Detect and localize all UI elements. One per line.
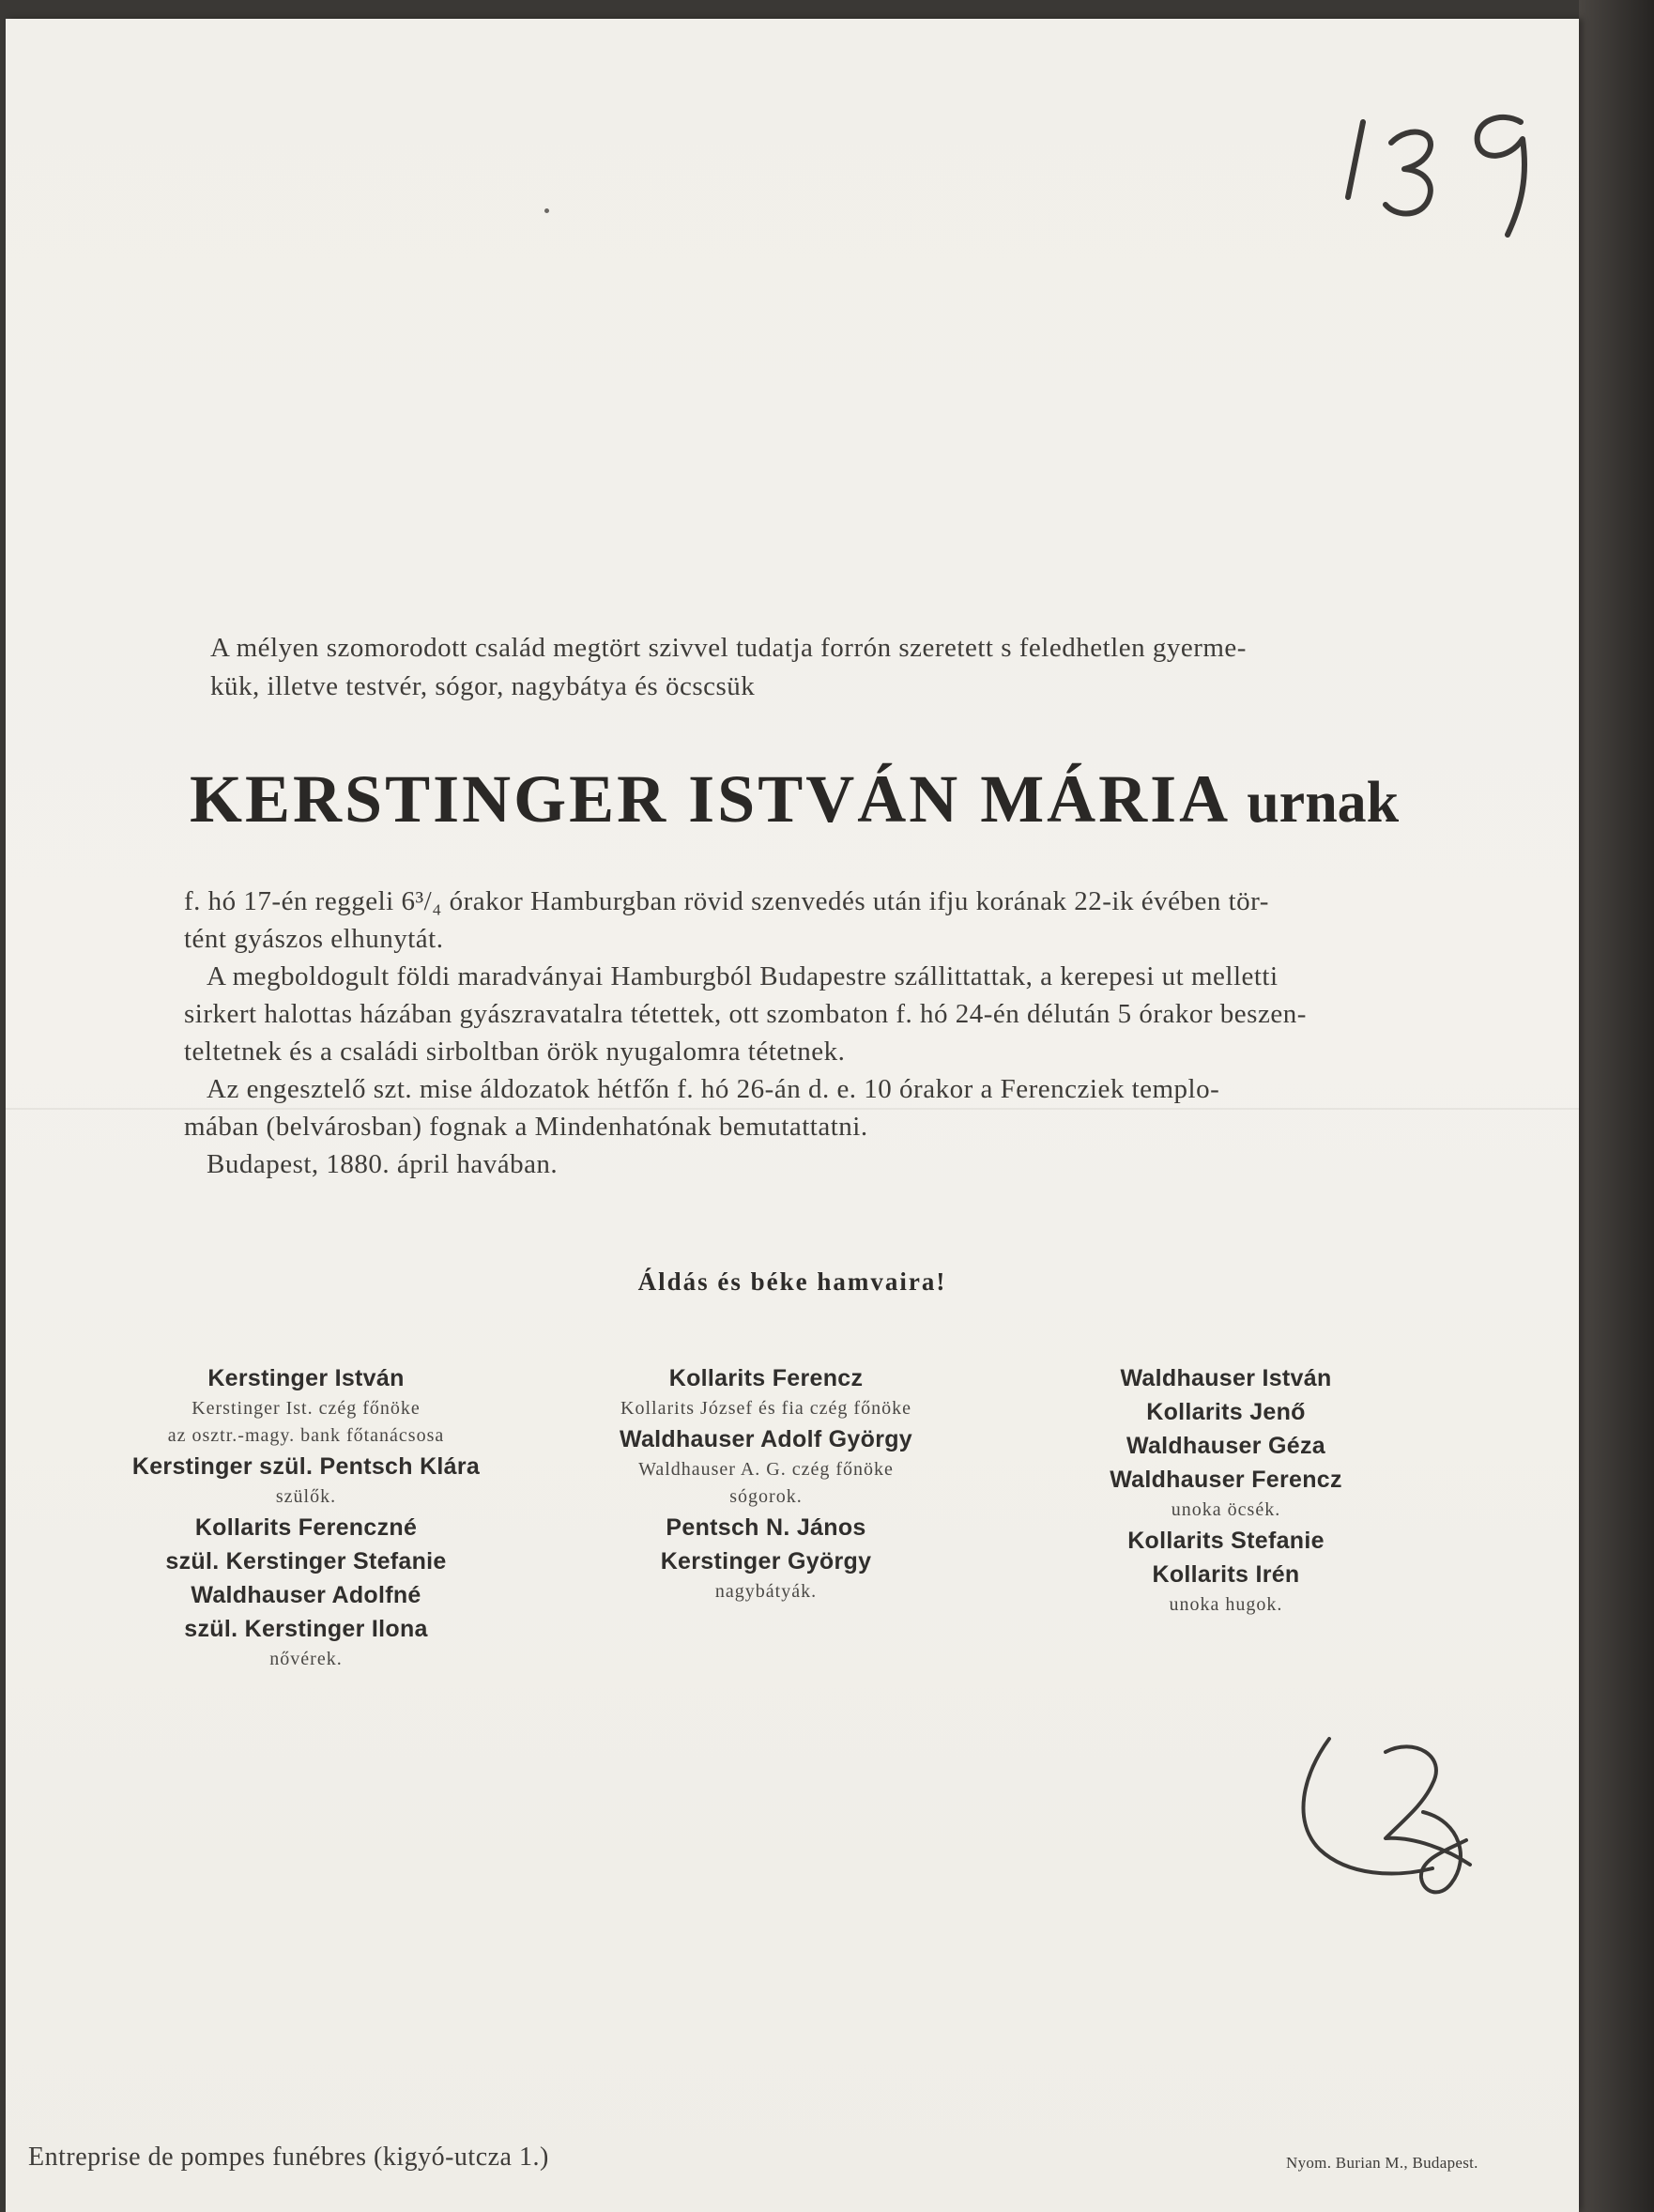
signer-role: szülők. [275,1486,337,1507]
signer-role: unoka öcsék. [1171,1499,1281,1520]
signer-name: Waldhauser Adolf György [619,1426,913,1452]
signer-role: nagybátyák. [714,1581,818,1602]
signer-name: Waldhauser Adolfné [191,1582,421,1608]
signer-name: Pentsch N. János [666,1514,866,1541]
paragraph-3-line-2: mában (belvárosban) fognak a Mindenhatónak bemutattatni. [184,1112,868,1142]
signer-name: Kerstinger szül. Pentsch Klára [131,1453,481,1480]
signers-column-left [109,1361,503,1673]
signer-role: Waldhauser A. G. czég főnöke [638,1459,894,1480]
deceased-name-suffix: urnak [1247,771,1400,835]
signer-role: nővérek. [269,1649,343,1669]
paragraph-2-line-1: A megboldogult földi maradványai Hamburgból Budapestre szállittattak, a kerepesi ut melletti [207,961,1279,991]
intro-line-2: kük, illetve testvér, sógor, nagybátya és öcscsük [210,671,756,701]
document-sheet [6,19,1579,2212]
signer-name: szül. Kerstinger Ilona [184,1616,428,1642]
signer-name: Kollarits Jenő [1146,1399,1306,1425]
date-line: Budapest, 1880. ápril havában. [207,1149,559,1179]
signer-name: Kerstinger István [207,1365,405,1391]
signer-role: sógorok. [729,1486,803,1507]
signer-role: Kerstinger Ist. czég főnöke [191,1398,421,1419]
ink-speck [544,208,549,213]
undertaker-footer: Entreprise de pompes funébres (kigyó-utcza 1.) [28,2143,549,2172]
blessing-line: Áldás és béke hamvaira! [637,1267,947,1296]
handwritten-page-number-bottom [1282,1718,1498,1906]
signer-role: Kollarits József és fia czég főnöke [620,1398,911,1419]
signer-name: Kollarits Irén [1152,1561,1300,1588]
paragraph-1-line-2: tént gyászos elhunytát. [184,924,444,954]
signer-name: Waldhauser Géza [1126,1433,1325,1459]
signer-name: Kollarits Ferencz [668,1365,864,1391]
signer-name: Kerstinger György [660,1548,872,1575]
paragraph-2-line-2: sirkert halottas házában gyászravatalra tétettek, ott szombaton f. hó 24-én délután 5 órakor beszen- [184,999,1307,1029]
deceased-name-heading [190,760,1466,838]
intro-line-1: A mélyen szomorodott család megtört szivvel tudatja forrón szeretett s feledhetlen gyerme- [210,633,1247,663]
signers-column-right [1029,1361,1423,1673]
signer-name: Waldhauser Ferencz [1110,1467,1342,1493]
signer-role: az osztr.-magy. bank főtanácsosa [167,1425,445,1446]
signer-role: unoka hugok. [1169,1594,1283,1615]
printer-footer: Nyom. Burian M., Budapest. [1286,2154,1478,2172]
signer-name: szül. Kerstinger Stefanie [165,1548,447,1575]
signers-block [109,1361,1423,1673]
signer-name: Waldhauser István [1120,1365,1332,1391]
signers-column-middle [569,1361,963,1673]
announcement-body [184,883,1461,1183]
deceased-name: KERSTINGER ISTVÁN MÁRIA [190,761,1228,837]
paragraph-2-line-3: teltetnek és a családi sirboltban örök nyugalomra tétetnek. [184,1037,846,1067]
paragraph-1-line-1: f. hó 17-én reggeli 6³/₄ órakor Hamburgban rövid szenvedés után ifju korának 22-ik évében tör- [184,886,1269,916]
binding-edge [1579,0,1654,2212]
handwritten-page-number-top [1337,84,1553,244]
signer-name: Kollarits Ferenczné [194,1514,418,1541]
paragraph-3-line-1: Az engesztelő szt. mise áldozatok hétfőn f. hó 26-án d. e. 10 órakor a Ferencziek templo- [207,1074,1220,1104]
announcement-intro [210,629,1459,706]
signer-name: Kollarits Stefanie [1127,1528,1325,1554]
